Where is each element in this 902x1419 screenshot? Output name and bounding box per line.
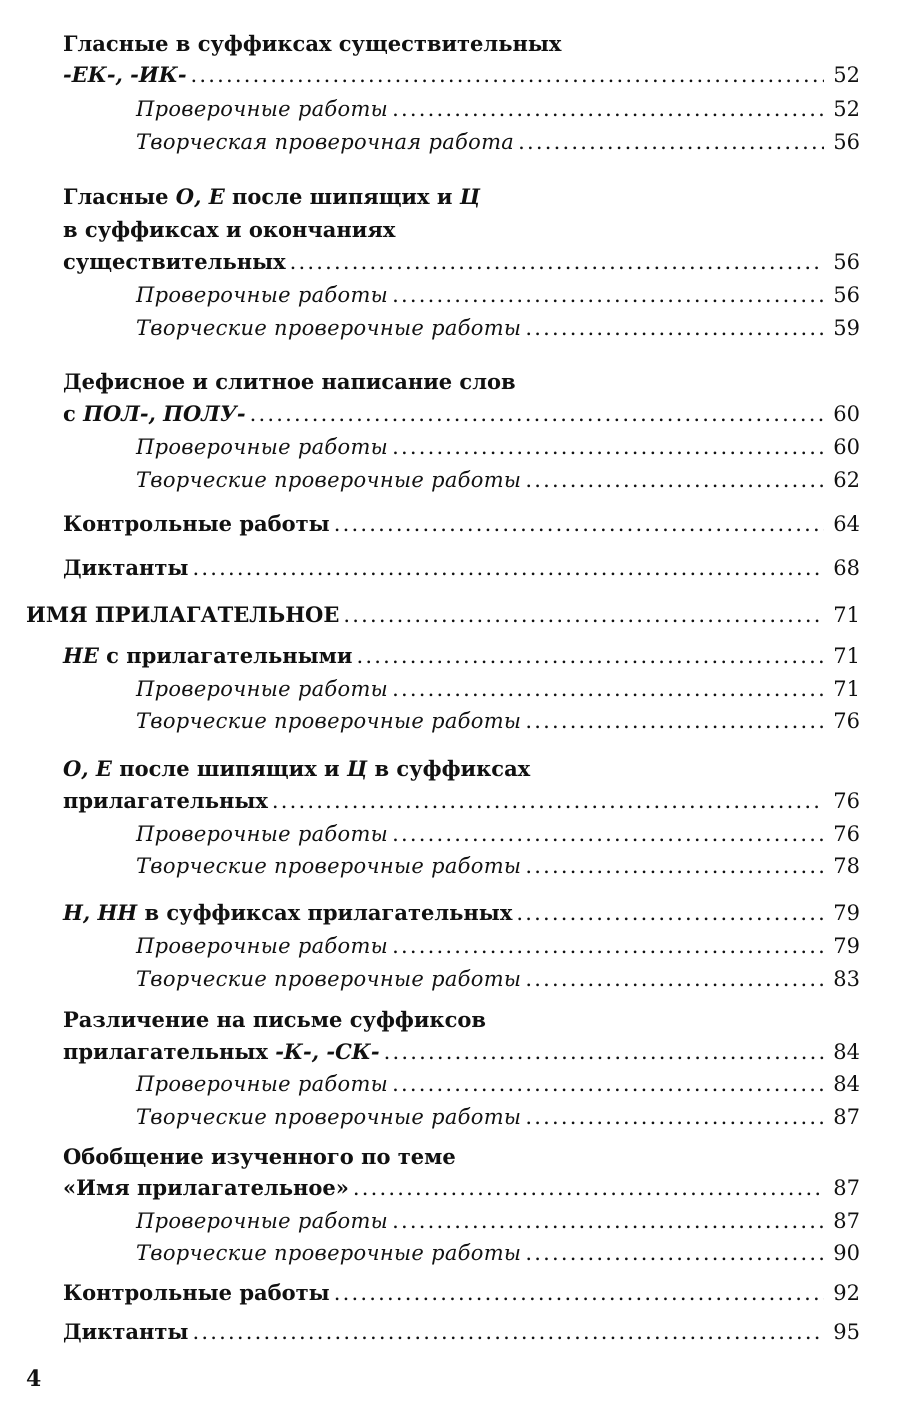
toc-entry — [136, 819, 860, 849]
toc-entry — [63, 60, 860, 90]
toc-entry-title — [63, 786, 268, 816]
toc-title-part: ПОЛ-, ПОЛУ- — [83, 401, 246, 426]
toc-entry-title — [63, 399, 246, 429]
toc-title-part: Диктанты — [63, 1319, 189, 1344]
toc-entry — [63, 1173, 860, 1203]
toc-title-part: Гласные — [63, 184, 176, 209]
toc-entry — [136, 706, 860, 736]
toc-title-part: прилагательных — [63, 1039, 276, 1064]
toc-title-part: Проверочные работы — [136, 822, 389, 846]
toc-page-number: 87 — [833, 1209, 860, 1233]
toc-entry-title — [136, 851, 521, 881]
toc-entry — [136, 127, 860, 157]
dot-leader — [518, 127, 824, 157]
toc-entry — [136, 931, 860, 961]
toc-entry-title — [136, 706, 521, 736]
toc-entry — [136, 432, 860, 462]
toc-title-part: Обобщение изученного по теме — [63, 1144, 456, 1169]
page-number: 4 — [26, 1366, 42, 1392]
toc-heading-line — [63, 367, 860, 397]
toc-entry — [136, 964, 860, 994]
toc-entry-title — [136, 465, 521, 495]
toc-heading-line — [63, 29, 860, 59]
toc-entry-title — [136, 1238, 521, 1268]
toc-title-part: прилагательных — [63, 788, 268, 813]
toc-title-part: Творческие проверочные работы — [136, 1241, 522, 1265]
toc-entry-title — [136, 931, 388, 961]
dot-leader — [392, 280, 824, 310]
toc-entry-title — [63, 1005, 486, 1035]
toc-page-number: 71 — [833, 644, 860, 668]
toc-entry-title — [136, 94, 388, 124]
toc-title-part: -ЕК-, -ИК- — [63, 62, 187, 87]
toc-entry-title — [136, 1206, 388, 1236]
toc-title-part: после шипящих и — [111, 756, 347, 781]
toc-title-part: «Имя прилагательное» — [63, 1175, 349, 1200]
toc-entry-title — [63, 553, 188, 583]
dot-leader — [525, 313, 824, 343]
toc-heading-line — [63, 182, 860, 212]
toc-title-part: Проверочные работы — [136, 97, 389, 121]
toc-title-part: Различение на письме суффиксов — [63, 1007, 486, 1032]
toc-page-number: 79 — [833, 901, 860, 925]
toc-heading-line — [63, 1142, 860, 1172]
toc-title-part: -К-, -СК- — [275, 1039, 380, 1064]
toc-entry-title — [136, 432, 388, 462]
toc-title-part: Проверочные работы — [136, 1072, 389, 1096]
toc-title-part: Ц — [459, 184, 481, 209]
toc-entry-title — [63, 29, 561, 59]
toc-entry-title — [63, 1278, 330, 1308]
toc-entry-title — [136, 280, 388, 310]
toc-entry — [63, 247, 860, 277]
toc-entry — [63, 399, 860, 429]
toc-title-part: Контрольные работы — [63, 1280, 330, 1305]
toc-title-part: Творческие проверочные работы — [136, 967, 522, 991]
toc-page-number: 56 — [833, 130, 860, 154]
toc-page-number: 76 — [833, 709, 860, 733]
dot-leader — [525, 964, 824, 994]
toc-page-number: 56 — [833, 250, 860, 274]
toc-entry-title — [63, 247, 286, 277]
toc-entry — [136, 94, 860, 124]
toc-page-number: 60 — [833, 435, 860, 459]
toc-entry — [136, 674, 860, 704]
toc-page-number: 71 — [833, 603, 860, 627]
toc-title-part: в суффиксах — [367, 756, 531, 781]
toc-entry-title — [63, 1173, 349, 1203]
toc-title-part: Гласные в суффиксах существительных — [63, 31, 562, 56]
toc-entry — [63, 641, 860, 671]
dot-leader — [191, 60, 824, 90]
toc-title-part: с — [63, 401, 84, 426]
toc-title-part: Диктанты — [63, 555, 189, 580]
toc-entry-title — [63, 1037, 380, 1067]
toc-page-number: 64 — [833, 512, 860, 536]
toc-page-number: 68 — [833, 556, 860, 580]
toc-page-number: 84 — [833, 1040, 860, 1064]
toc-entry-title — [63, 641, 352, 671]
toc-title-part: Проверочные работы — [136, 435, 389, 459]
toc-title-part: в суффиксах и окончаниях — [63, 217, 396, 242]
dot-leader — [192, 553, 824, 583]
toc-page-number: 76 — [833, 822, 860, 846]
dot-leader — [525, 851, 824, 881]
dot-leader — [353, 1173, 824, 1203]
toc-page-number: 52 — [833, 63, 860, 87]
toc-title-part: НЕ — [63, 643, 99, 668]
toc-title-part: Проверочные работы — [136, 934, 389, 958]
toc-entry-title — [63, 182, 480, 212]
dot-leader — [525, 465, 824, 495]
toc-title-part: О, Е — [175, 184, 225, 209]
toc-heading-line — [63, 754, 860, 784]
dot-leader — [392, 1069, 824, 1099]
toc-entry — [63, 1317, 860, 1347]
dot-leader — [392, 674, 824, 704]
toc-entry — [63, 509, 860, 539]
toc-title-part: Творческие проверочные работы — [136, 468, 522, 492]
dot-leader — [392, 819, 824, 849]
dot-leader — [392, 94, 824, 124]
toc-title-part: Творческие проверочные работы — [136, 854, 522, 878]
dot-leader — [290, 247, 824, 277]
toc-entry — [136, 313, 860, 343]
toc-page-number: 87 — [833, 1105, 860, 1129]
toc-entry — [136, 851, 860, 881]
dot-leader — [392, 1206, 824, 1236]
toc-entry — [63, 1037, 860, 1067]
dot-leader — [392, 931, 824, 961]
dot-leader — [516, 898, 824, 928]
toc-entry — [26, 600, 860, 630]
toc-title-part: О, Е — [63, 756, 112, 781]
toc-heading-line — [63, 1005, 860, 1035]
toc-entry — [136, 465, 860, 495]
toc-title-part: Проверочные работы — [136, 1209, 389, 1233]
dot-leader — [392, 432, 824, 462]
toc-page-number: 90 — [833, 1241, 860, 1265]
toc-entry — [63, 1278, 860, 1308]
dot-leader — [343, 600, 824, 630]
toc-title-part: Н, НН — [63, 900, 138, 925]
toc-page-number: 78 — [833, 854, 860, 878]
toc-entry — [136, 1206, 860, 1236]
toc-entry — [136, 1102, 860, 1132]
toc-heading-line — [63, 215, 860, 245]
toc-page-number: 52 — [833, 97, 860, 121]
toc-entry-title — [63, 1317, 188, 1347]
toc-entry-title — [63, 754, 530, 784]
toc-title-part: Творческие проверочные работы — [136, 709, 522, 733]
toc-entry-title — [63, 367, 516, 397]
toc-page-number: 92 — [833, 1281, 860, 1305]
toc-title-part: Проверочные работы — [136, 283, 389, 307]
toc-page-number: 59 — [833, 316, 860, 340]
toc-entry-title — [63, 1142, 456, 1172]
dot-leader — [192, 1317, 824, 1347]
toc-title-part: после шипящих и — [224, 184, 460, 209]
toc-entry-title — [136, 313, 521, 343]
toc-page-number: 62 — [833, 468, 860, 492]
toc-entry-title — [136, 674, 388, 704]
toc-entry-title — [63, 509, 330, 539]
toc-title-part: ИМЯ ПРИЛАГАТЕЛЬНОЕ — [26, 602, 340, 627]
toc-page-number: 60 — [833, 402, 860, 426]
toc-page-number: 56 — [833, 283, 860, 307]
toc-title-part: Творческая проверочная работа — [136, 130, 515, 154]
toc-entry-title — [136, 127, 514, 157]
toc-title-part: Проверочные работы — [136, 677, 389, 701]
toc-title-part: Творческие проверочные работы — [136, 1105, 522, 1129]
dot-leader — [334, 509, 824, 539]
toc-title-part: с прилагательными — [98, 643, 353, 668]
toc-title-part: в суффиксах прилагательных — [137, 900, 513, 925]
toc-entry — [63, 898, 860, 928]
toc-page-number: 79 — [833, 934, 860, 958]
toc-title-part: существительных — [63, 249, 286, 274]
toc-entry — [63, 553, 860, 583]
toc-entry-title — [136, 1069, 388, 1099]
toc-entry — [136, 280, 860, 310]
toc-entry — [136, 1069, 860, 1099]
dot-leader — [356, 641, 824, 671]
toc-page-number: 71 — [833, 677, 860, 701]
dot-leader — [525, 706, 824, 736]
toc-page-number: 84 — [833, 1072, 860, 1096]
toc-entry-title — [63, 898, 512, 928]
toc-entry-title — [136, 964, 521, 994]
toc-entry-title — [26, 600, 339, 630]
toc-entry-title — [136, 1102, 521, 1132]
toc-entry-title — [63, 60, 187, 90]
toc-page-number: 76 — [833, 789, 860, 813]
dot-leader — [250, 399, 824, 429]
dot-leader — [525, 1102, 824, 1132]
toc-entry — [63, 786, 860, 816]
toc-page-number: 95 — [833, 1320, 860, 1344]
toc-entry — [136, 1238, 860, 1268]
dot-leader — [272, 786, 824, 816]
toc-title-part: Контрольные работы — [63, 511, 330, 536]
dot-leader — [525, 1238, 824, 1268]
toc-title-part: Дефисное и слитное написание слов — [63, 369, 516, 394]
toc-entry-title — [63, 215, 395, 245]
dot-leader — [384, 1037, 824, 1067]
toc-page-number: 83 — [833, 967, 860, 991]
toc-entry-title — [136, 819, 388, 849]
toc-title-part: Ц — [346, 756, 368, 781]
toc-page-number: 87 — [833, 1176, 860, 1200]
dot-leader — [334, 1278, 824, 1308]
toc-title-part: Творческие проверочные работы — [136, 316, 522, 340]
